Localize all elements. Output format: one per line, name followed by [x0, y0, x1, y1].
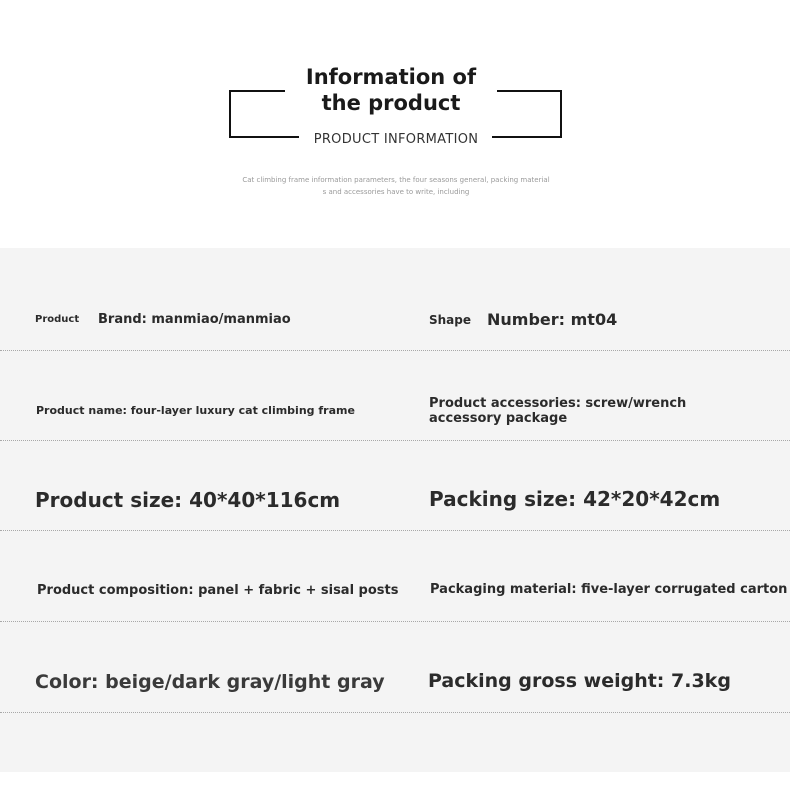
packing-size-value: Packing size: 42*20*42cm: [429, 487, 721, 511]
intro-note-line-2: s and accessories have to write, including: [322, 188, 470, 196]
shape-label: Shape: [429, 313, 472, 327]
row-divider-4: [0, 621, 790, 622]
page-subtitle: PRODUCT INFORMATION: [300, 131, 492, 149]
row-divider-2: [0, 440, 790, 441]
page-title: Information of the product: [285, 64, 497, 116]
accessories-value: Product accessories: screw/wrench accessory package: [429, 396, 687, 426]
packaging-material-value: Packaging material: five-layer corrugated carton: [430, 582, 788, 597]
brand-value: Brand: manmiao/manmiao: [98, 312, 291, 327]
intro-note: [236, 174, 556, 198]
gross-weight-value: Packing gross weight: 7.3kg: [428, 670, 731, 692]
header-section: [0, 0, 790, 248]
row-divider-3: [0, 530, 790, 531]
product-size-value: Product size: 40*40*116cm: [35, 488, 341, 512]
model-number-value: Number: mt04: [487, 310, 618, 329]
row-divider-1: [0, 350, 790, 351]
color-value: Color: beige/dark gray/light gray: [35, 671, 385, 693]
row-divider-5: [0, 712, 790, 713]
intro-note-line-1: Cat climbing frame information parameters, the four seasons general, packing material: [242, 176, 550, 184]
product-name-value: Product name: four-layer luxury cat climbing frame: [36, 404, 355, 417]
product-label: Product: [35, 314, 80, 325]
composition-value: Product composition: panel + fabric + sisal posts: [37, 583, 399, 598]
title-frame-right: [492, 90, 562, 138]
